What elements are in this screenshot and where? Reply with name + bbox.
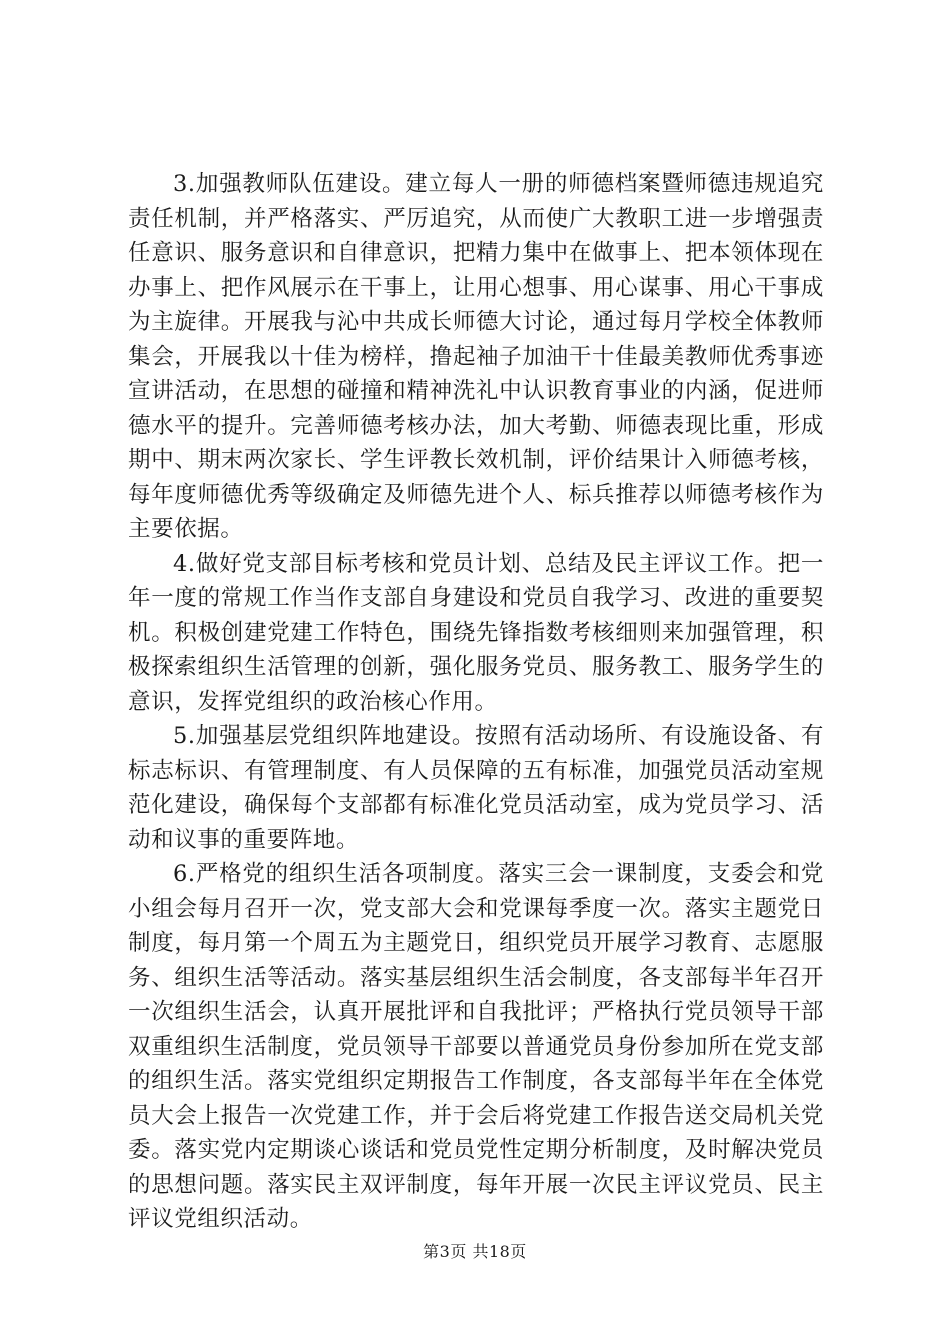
paragraph-branch-assessment: 4.做好党支部目标考核和党员计划、总结及民主评议工作。把一年一度的常规工作当作支部自身建设和党员自我学习、改进的重要契机。积极创建党建工作特色，围绕先锋指数考核细则来加强管理，积极探索组织生活管理的创新，强化服务党员、服务教工、服务学生的意识，发挥党组织的政治核心作用。 xyxy=(128,550,824,715)
page-number: 第3页 共18页 xyxy=(423,1242,527,1261)
paragraph-position-building: 5.加强基层党组织阵地建设。按照有活动场所、有设施设备、有标志标识、有管理制度、有人员保障的五有标准，加强党员活动室规范化建设，确保每个支部都有标准化党员活动室，成为党员学习、活动和议事的重要阵地。 xyxy=(128,723,824,853)
paragraph-organization-life: 6.严格党的组织生活各项制度。落实三会一课制度，支委会和党小组会每月召开一次，党支部大会和党课每季度一次。落实主题党日制度，每月第一个周五为主题党日，组织党员开展学习教育、志愿服务、组织生活等活动。落实基层组织生活会制度，各支部每半年召开一次组织生活会，认真开展批评和自我批评；严格执行党员领导干部双重组织生活制度，党员领导干部要以普通党员身份参加所在党支部的组织生活。落实党组织定期报告工作制度，各支部每半年在全体党员大会上报告一次党建工作，并于会后将党建工作报告送交局机关党委。落实党内定期谈心谈话和党员党性定期分析制度，及时解决党员的思想问题。落实民主双评制度，每年开展一次民主评议党员、民主评议党组织活动。 xyxy=(128,861,824,1232)
paragraph-teacher-team: 3.加强教师队伍建设。建立每人一册的师德档案暨师德违规追究责任机制，并严格落实、严厉追究，从而使广大教职工进一步增强责任意识、服务意识和自律意识，把精力集中在做事上、把本领体现在办事上、把作风展示在干事上，让用心想事、用心谋事、用心干事成为主旋律。开展我与沁中共成长师德大讨论，通过每月学校全体教师集会，开展我以十佳为榜样，撸起袖子加油干十佳最美教师优秀事迹宣讲活动，在思想的碰撞和精神洗礼中认识教育事业的内涵，促进师德水平的提升。完善师德考核办法，加大考勤、师德表现比重，形成期中、期末两次家长、学生评教长效机制，评价结果计入师德考核，每年度师德优秀等级确定及师德先进个人、标兵推荐以师德考核作为主要依据。 xyxy=(128,171,824,542)
document-body xyxy=(128,167,824,1237)
